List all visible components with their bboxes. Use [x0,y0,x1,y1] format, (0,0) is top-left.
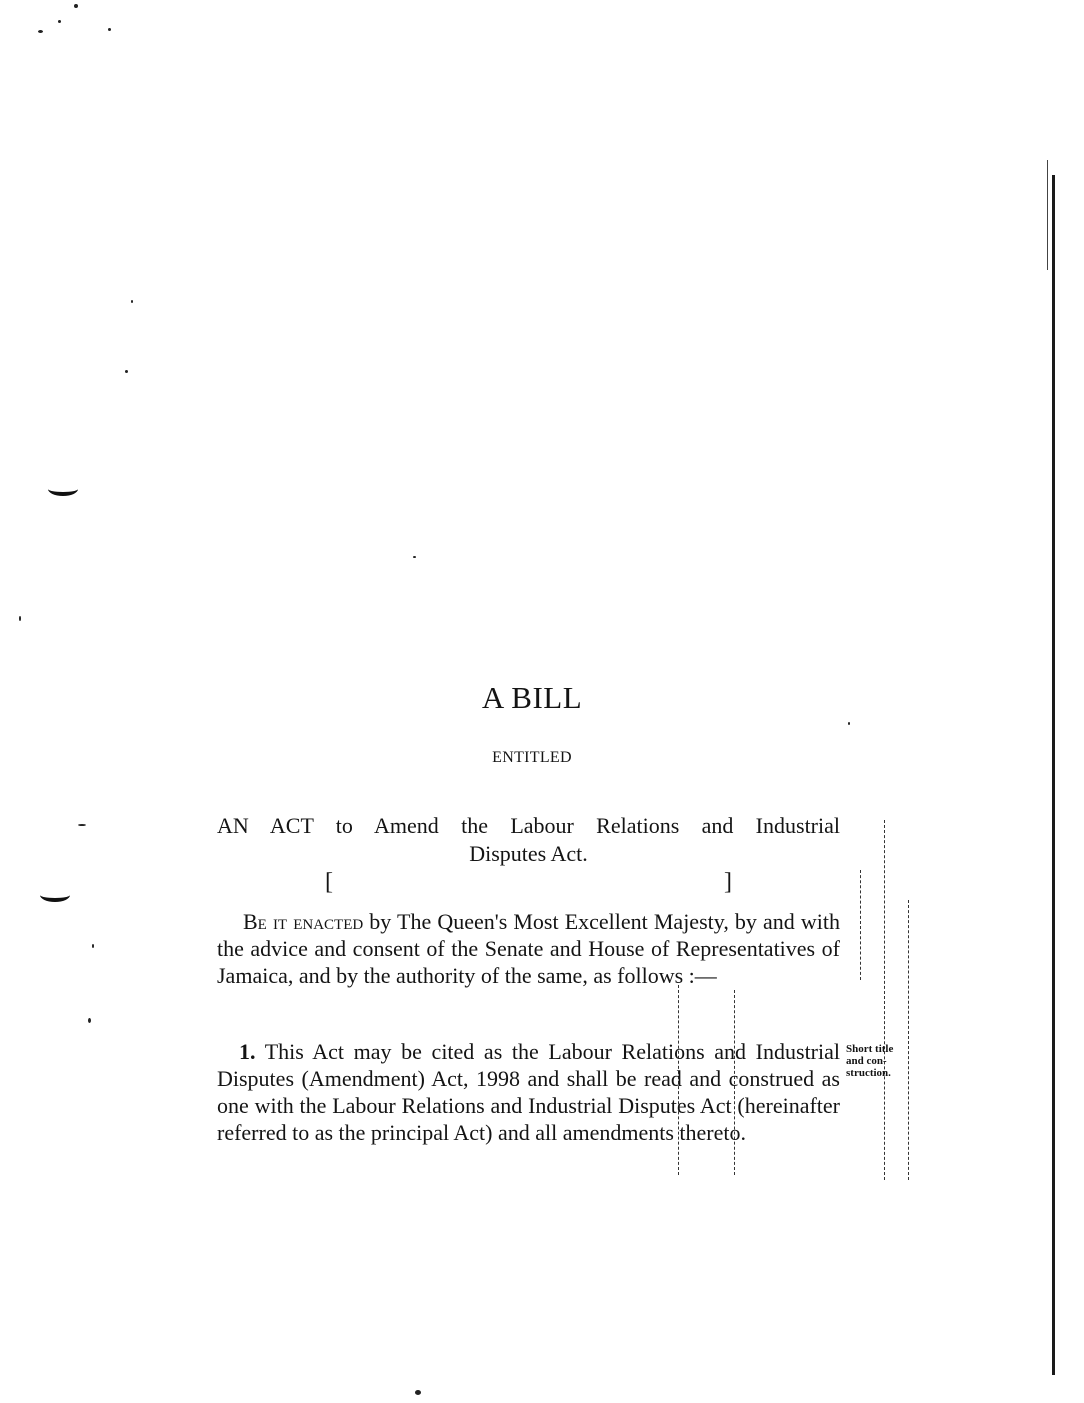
marginal-note-line: Short title [846,1043,894,1055]
long-title-line-2: Disputes Act. [469,841,588,866]
scan-edge-rule [1052,175,1055,1375]
enacting-text: by The Queen's Most Excellent Majesty, by and with the advice and consent of the Senate and House of Representatives of Jamaica, and by the authority of the same, as follows :— [217,909,841,988]
enacting-clause [217,908,840,989]
entitled-label: ENTITLED [492,749,572,766]
scan-dashes [908,900,910,1180]
scan-speck [413,556,416,558]
scan-mark [40,888,70,902]
section-text: This Act may be cited as the Labour Relations and Industrial Disputes (Amendment) Act, 1998 and shall be read and construed as one with the Labour Relations and Industrial Disputes Act (hereinafter referred to as the principal Act) and all amendments thereto. [217,1039,840,1145]
scan-dashes [884,820,886,1180]
enacting-formula: Be it enacted [243,909,364,934]
scan-edge-rule-faint [1047,160,1048,270]
bill-heading: A BILL [481,680,583,715]
section-number: 1. [239,1039,256,1064]
scan-speck [415,1390,421,1395]
scan-speck [78,824,86,826]
marginal-note [846,1043,926,1079]
scan-mark [48,482,78,496]
scan-speck [108,28,111,31]
scan-speck [92,944,94,948]
scan-speck [19,616,21,621]
marginal-note-line: and con- [846,1055,887,1067]
date-bracket-close: ] [724,869,732,895]
section-1 [217,1038,840,1146]
scan-speck [74,4,78,8]
scan-speck [131,300,133,303]
date-bracket-open: [ [325,869,333,895]
scan-speck [58,20,61,23]
long-title [217,812,840,868]
scan-speck [38,30,43,33]
long-title-line-1: AN ACT to Amend the Labour Relations and Industrial [217,813,840,838]
scan-speck [125,370,128,373]
marginal-note-line: struction. [846,1067,891,1079]
scan-speck [88,1018,91,1023]
scan-dashes [860,870,862,980]
scan-speck [848,722,850,725]
